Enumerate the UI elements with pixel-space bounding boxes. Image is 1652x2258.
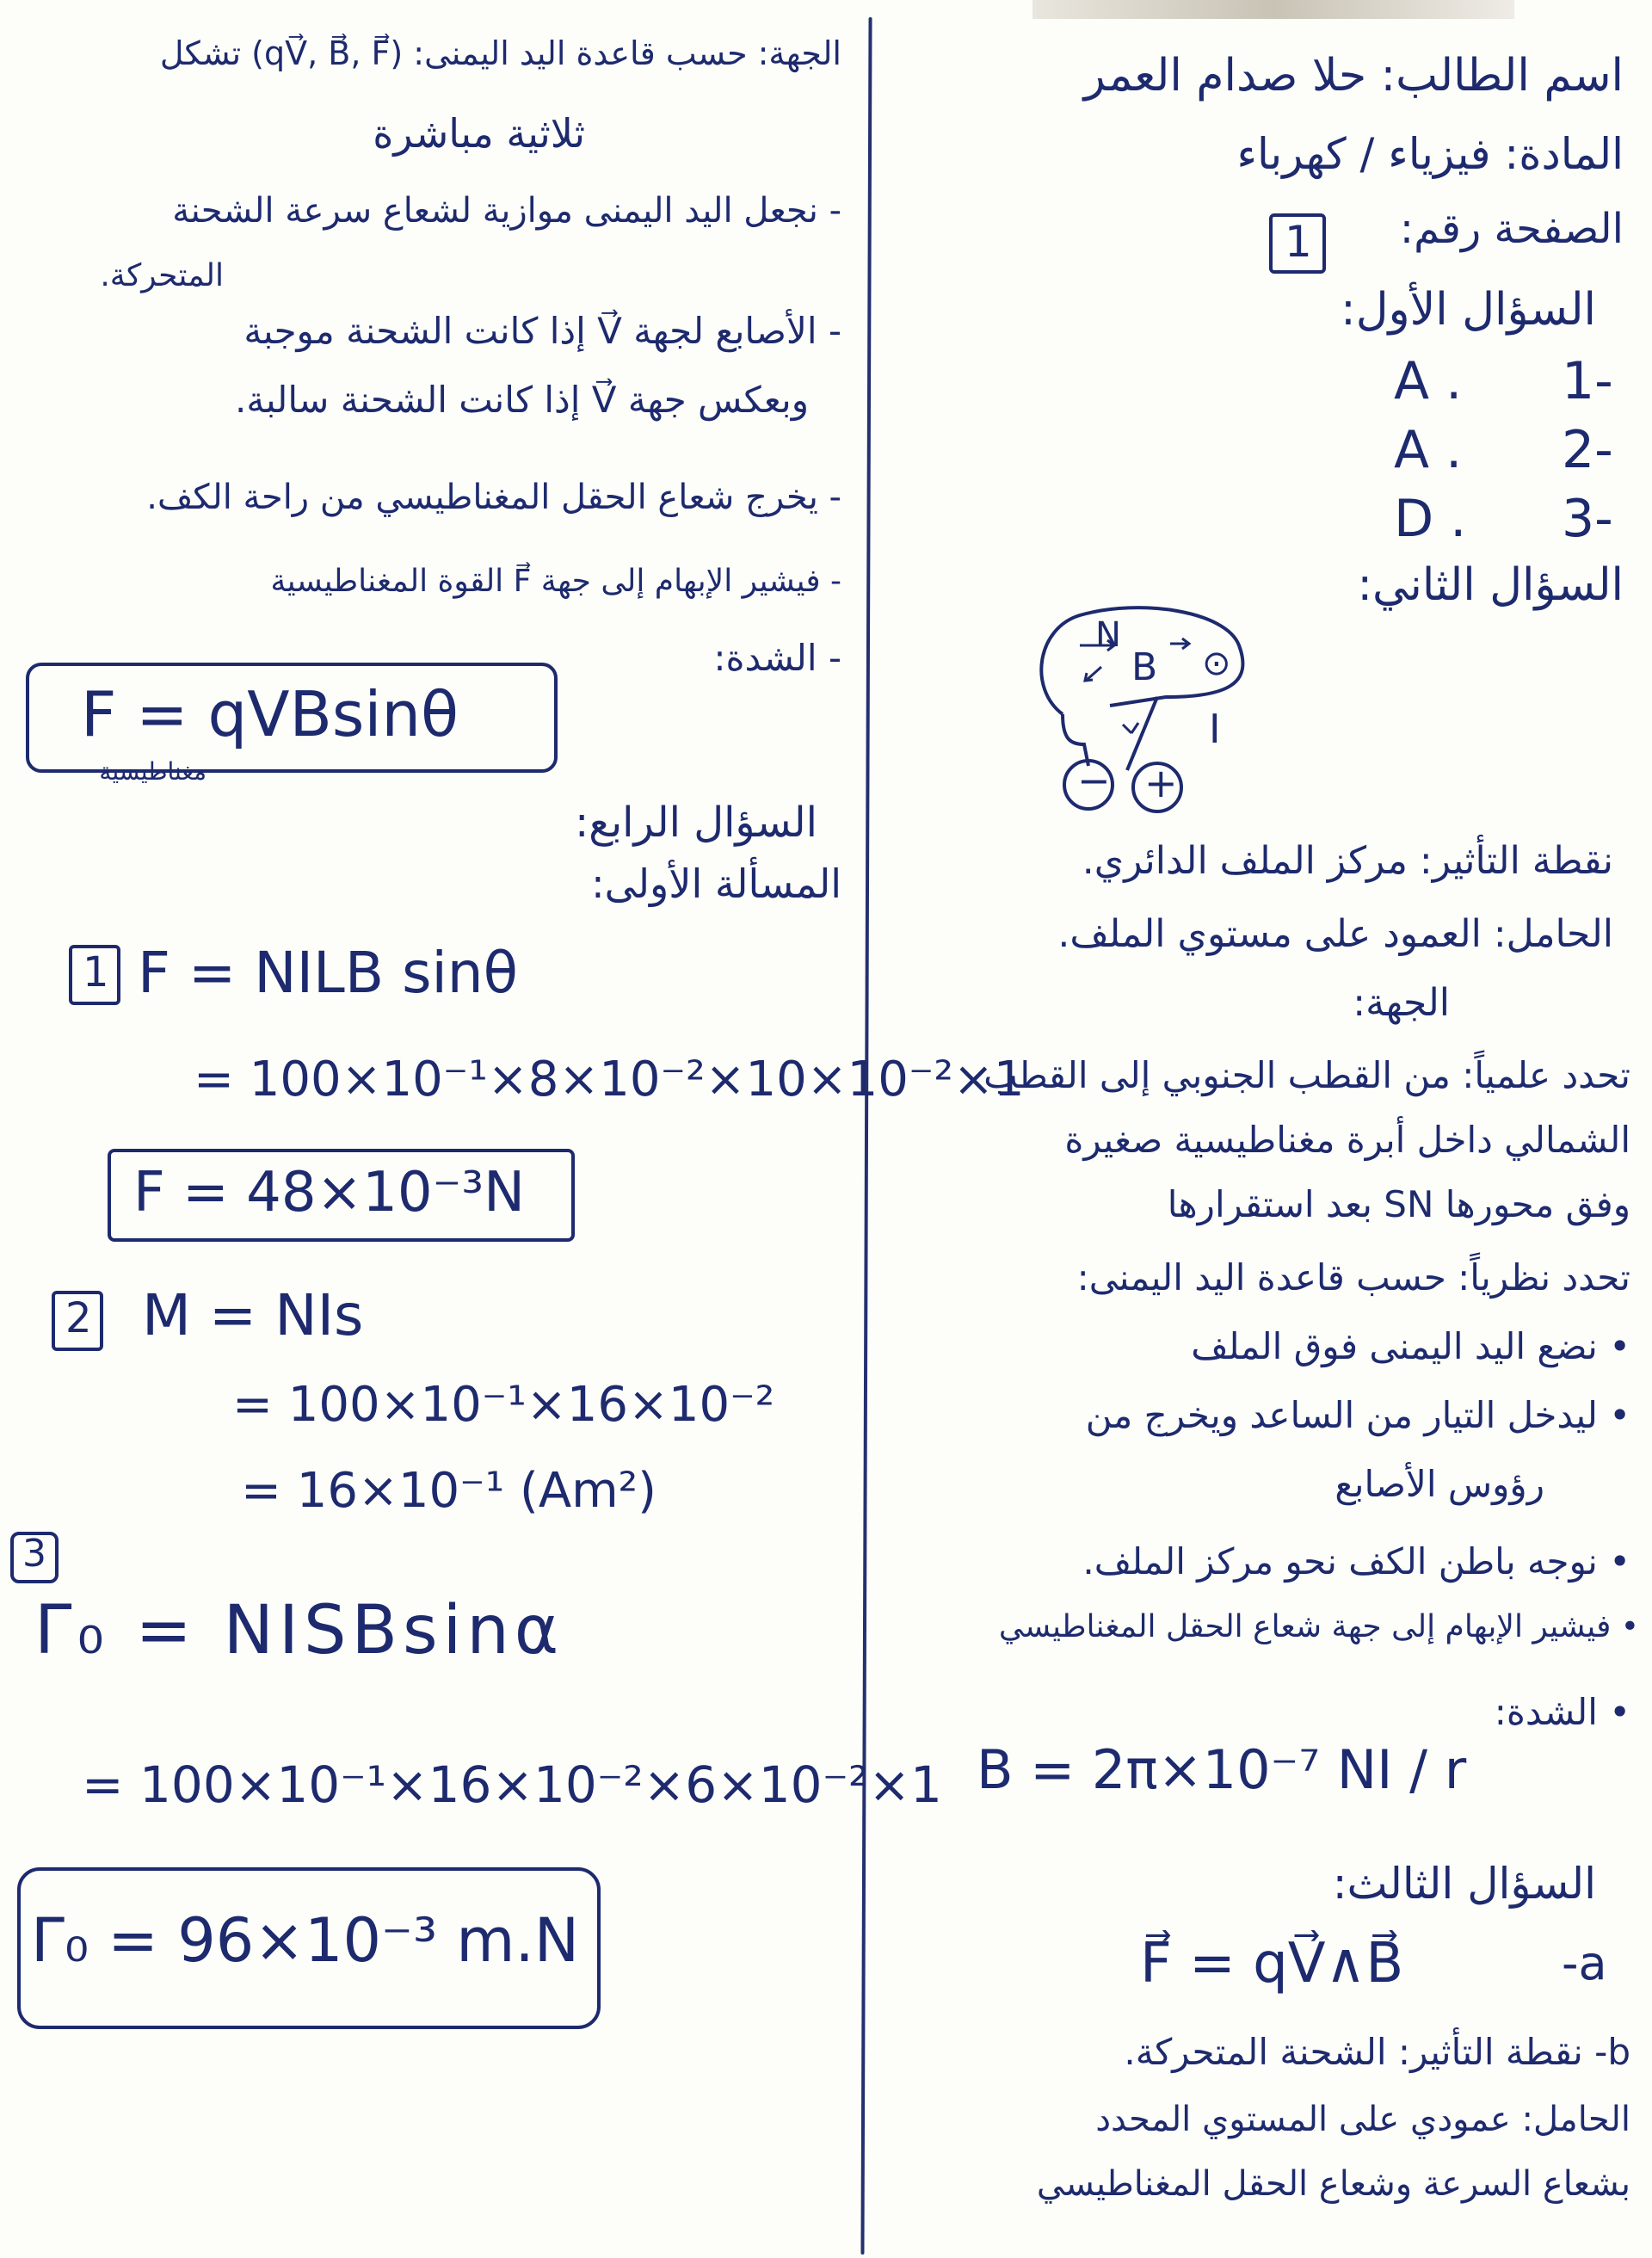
q3-b-line-2: الحامل: عمودي على المستوي المحدد xyxy=(1095,2100,1630,2139)
q2-line-3: الجهة: xyxy=(1353,981,1450,1025)
page-number: 1 xyxy=(1285,217,1312,267)
left-line-7: - يخرج شعاع الحقل المغناطيسي من راحة الكف. xyxy=(146,478,841,517)
q1-number-1: 1- xyxy=(1562,351,1613,411)
q3-title: السؤال الثالث: xyxy=(1332,1859,1596,1909)
q2-line-7: تحدد نظرياً: حسب قاعدة اليد اليمنى: xyxy=(1076,1256,1630,1299)
step-1-result: F = 48×10⁻³N xyxy=(133,1161,525,1225)
left-line-9: - الشدة: xyxy=(713,637,841,679)
left-line-2: ثلاثية مباشرة xyxy=(373,110,585,157)
left-line-6: وبعكس جهة V⃗ إذا كانت الشحنة سالبة. xyxy=(235,379,809,421)
left-line-4: المتحركة. xyxy=(100,258,224,293)
q2-line-1: نقطة التأثير: مركز الملف الدائري. xyxy=(1082,839,1613,883)
q1-number-3: 3- xyxy=(1562,489,1613,549)
step-2-number: 2 xyxy=(65,1294,92,1342)
coil-label-n: N xyxy=(1095,615,1121,655)
subject-line: المادة: فيزياء / كهرباء xyxy=(1236,129,1624,179)
left-line-8: - فيشير الإبهام إلى جهة F⃗ القوة المغناطيسية xyxy=(270,564,841,599)
q2-line-9: • ليدخل التيار من الساعد ويخرج من xyxy=(1085,1394,1630,1436)
field-out-symbol: ⊙ xyxy=(1202,644,1231,683)
step-2-box xyxy=(52,1291,103,1351)
step-3-box xyxy=(10,1532,59,1583)
step-1-box xyxy=(69,945,120,1005)
scan-edge xyxy=(1032,0,1514,19)
left-line-1: الجهة: حسب قاعدة اليد اليمنى: (qV⃗, B⃗, F⃗) تشكل xyxy=(159,34,841,72)
negative-terminal: − xyxy=(1063,759,1114,811)
step-3-result-box xyxy=(17,1867,601,2029)
q2-line-12: • فيشير الإبهام إلى جهة شعاع الحقل المغناطيسي xyxy=(998,1609,1639,1644)
q2-line-8: • نضع اليد اليمنى فوق الملف xyxy=(1191,1325,1630,1367)
q2-line-6: وفق محورها SN بعد استقرارها xyxy=(1167,1183,1630,1225)
left-line-3: - نجعل اليد اليمنى موازية لشعاع سرعة الشحنة xyxy=(172,191,841,231)
q1-answer-1: A . xyxy=(1394,351,1463,411)
step-1-number: 1 xyxy=(83,948,109,996)
column-divider xyxy=(860,17,872,2255)
q2-line-13: • الشدة: xyxy=(1494,1691,1630,1733)
q3-b-line-3: بشعاع السرعة وشعاع الحقل المغناطيسي xyxy=(1036,2164,1630,2204)
q1-title: السؤال الأول: xyxy=(1341,284,1596,336)
q1-number-2: 2- xyxy=(1562,420,1613,480)
step-1-formula: F = NILB sinθ xyxy=(138,940,519,1006)
step-3-formula: Γ₀ = NISBsinα xyxy=(34,1592,564,1669)
q3-a-formula: F⃗ = qV⃗∧B⃗ xyxy=(1140,1932,1404,1996)
step-3-result: Γ₀ = 96×10⁻³ m.N xyxy=(31,1905,580,1976)
page-label: الصفحة رقم: xyxy=(1399,205,1624,253)
force-formula: F = qVBsinθ xyxy=(81,678,459,750)
current-label: I xyxy=(1209,706,1221,752)
coil-label-b: B xyxy=(1131,645,1158,689)
magnetic-field-formula: B = 2π×10⁻⁷ NI / r xyxy=(977,1738,1467,1801)
page-number-box xyxy=(1269,213,1326,274)
force-formula-box xyxy=(26,663,558,773)
step-2-substitution: = 100×10⁻¹×16×10⁻² xyxy=(232,1377,775,1433)
q3-a-label: -a xyxy=(1562,1936,1607,1990)
positive-terminal: + xyxy=(1131,762,1183,813)
q2-line-11: • نوجه باطن الكف نحو مركز الملف. xyxy=(1082,1540,1630,1582)
q4-title: السؤال الرابع: xyxy=(575,799,817,847)
q2-title: السؤال الثاني: xyxy=(1357,559,1624,611)
q2-line-2: الحامل: العمود على مستوي الملف. xyxy=(1057,912,1613,956)
step-1-substitution: = 100×10⁻¹×8×10⁻²×10×10⁻²×1 xyxy=(194,1052,1025,1107)
q1-answer-3: D . xyxy=(1394,489,1467,549)
force-note: مغناطيسية xyxy=(99,757,206,786)
q3-b-line-1: b- نقطة التأثير: الشحنة المتحركة. xyxy=(1124,2031,1630,2073)
q2-line-10: رؤوس الأصابع xyxy=(1335,1463,1544,1505)
student-name: اسم الطالب: حلا صدام العمر xyxy=(1083,50,1624,102)
q1-answer-2: A . xyxy=(1394,420,1463,480)
q2-line-4: تحدد علمياً: من القطب الجنوبي إلى القطب xyxy=(983,1054,1630,1096)
step-2-formula: M = NIs xyxy=(142,1282,364,1348)
step-1-result-box xyxy=(108,1149,575,1242)
q2-line-5: الشمالي داخل أبرة مغناطيسية صغيرة xyxy=(1064,1119,1630,1161)
left-line-5: - الأصابع لجهة V⃗ إذا كانت الشحنة موجبة xyxy=(243,310,841,352)
step-3-substitution: = 100×10⁻¹×16×10⁻²×6×10⁻²×1 xyxy=(82,1755,942,1814)
problem1-title: المسألة الأولى: xyxy=(591,861,841,907)
step-3-number: 3 xyxy=(22,1532,46,1576)
step-2-result: = 16×10⁻¹ (Am²) xyxy=(241,1463,656,1519)
